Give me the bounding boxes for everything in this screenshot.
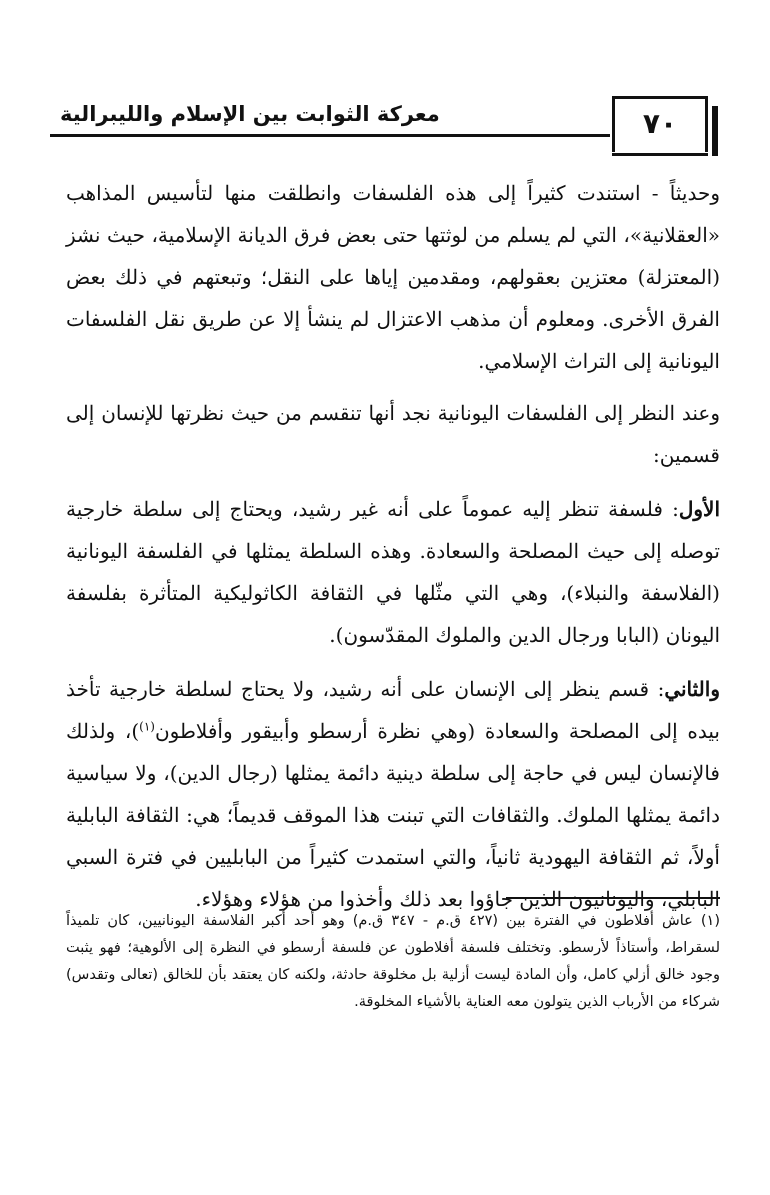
page-number-box [612,96,708,152]
page-number: ٧٠ [642,107,678,140]
page-number-box-shadow [712,106,718,156]
header-rule [50,134,610,137]
paragraph-1: وحديثاً - استندت كثيراً إلى هذه الفلسفات وانطلقت منها لتأسيس المذاهب «العقلانية»، التي لم يسلم من لوثتها حتى بعض فرق الديانة الإسلامية، حيث نشز (المعتزلة) معتزين بعقولهم، ومقدمين إياها على النقل؛ وتبعتهم في ذلك بعض الفرق الأخرى. ومعلوم أن مذهب الاعتزال لم ينشأ إلا عن طريق نقل الفلسفات اليونانية إلى التراث الإسلامي. [66,181,720,373]
running-title: معركة الثوابت بين الإسلام والليبرالية [60,102,440,126]
footnote-rule [506,897,720,899]
paragraph-4-text-a: : قسم ينظر إلى الإنسان على أنه رشيد، ولا يحتاج لسلطة خارجية تأخذ بيده إلى المصلحة والسعادة (وهي نظرة أرسطو وأبيقور وأفلاطون [66,677,720,743]
paragraph-4 [66,668,720,920]
body-text [66,172,720,932]
paragraph-3-lead: الأول [678,497,720,521]
paragraph-4-text-b: )، ولذلك فالإنسان ليس في حاجة إلى سلطة دينية دائمة يمثلها (رجال الدين)، ولا سياسية دائمة يمثلها الملوك. والثقافات التي تبنت هذا الموقف قديماً؛ هي: الثقافة البابلية أولاً، ثم الثقافة اليهودية ثانياً، والتي استمدت كثيراً من البابليين في فترة السبي البابلي، واليونانيون الذين جاؤوا بعد ذلك وأخذوا من هؤلاء وهؤلاء. [66,719,720,911]
paragraph-3-text: : فلسفة تنظر إليه عموماً على أنه غير رشيد، ويحتاج إلى سلطة خارجية توصله إلى حيث المصلحة والسعادة. وهذه السلطة يمثلها في الفلسفة اليونانية (الفلاسفة والنبلاء)، وهي التي مثّلها في الثقافة الكاثوليكية المتأثرة بفلسفة اليونان (البابا ورجال الدين والملوك المقدّسون). [66,497,720,647]
footnote-reference[interactable]: (١) [139,719,155,734]
page-header [50,96,720,156]
footnote-1: (١) عاش أفلاطون في الفترة بين (٤٢٧ ق.م - ٣٤٧ ق.م) وهو أحد أكبر الفلاسفة اليونانيين، كان تلميذاً لسقراط، وأستاذاً لأرسطو. وتختلف فلسفة أفلاطون عن فلسفة أرسطو في النظرة إلى الألوهية؛ فهو يثبت وجود خالق أزلي كامل، وأن المادة ليست أزلية بل مخلوقة حادثة، ولكنه كان يعتقد بأن للخالق (تعالى وتقدس) شركاء من الأرباب الذين يتولون معه العناية بالأشياء المخلوقة. [66,913,720,1010]
paragraph-2: وعند النظر إلى الفلسفات اليونانية نجد أنها تنقسم من حيث نظرتها للإنسان إلى قسمين: [66,401,720,467]
paragraph-3 [66,488,720,656]
paragraph-4-lead: والثاني [664,677,720,701]
